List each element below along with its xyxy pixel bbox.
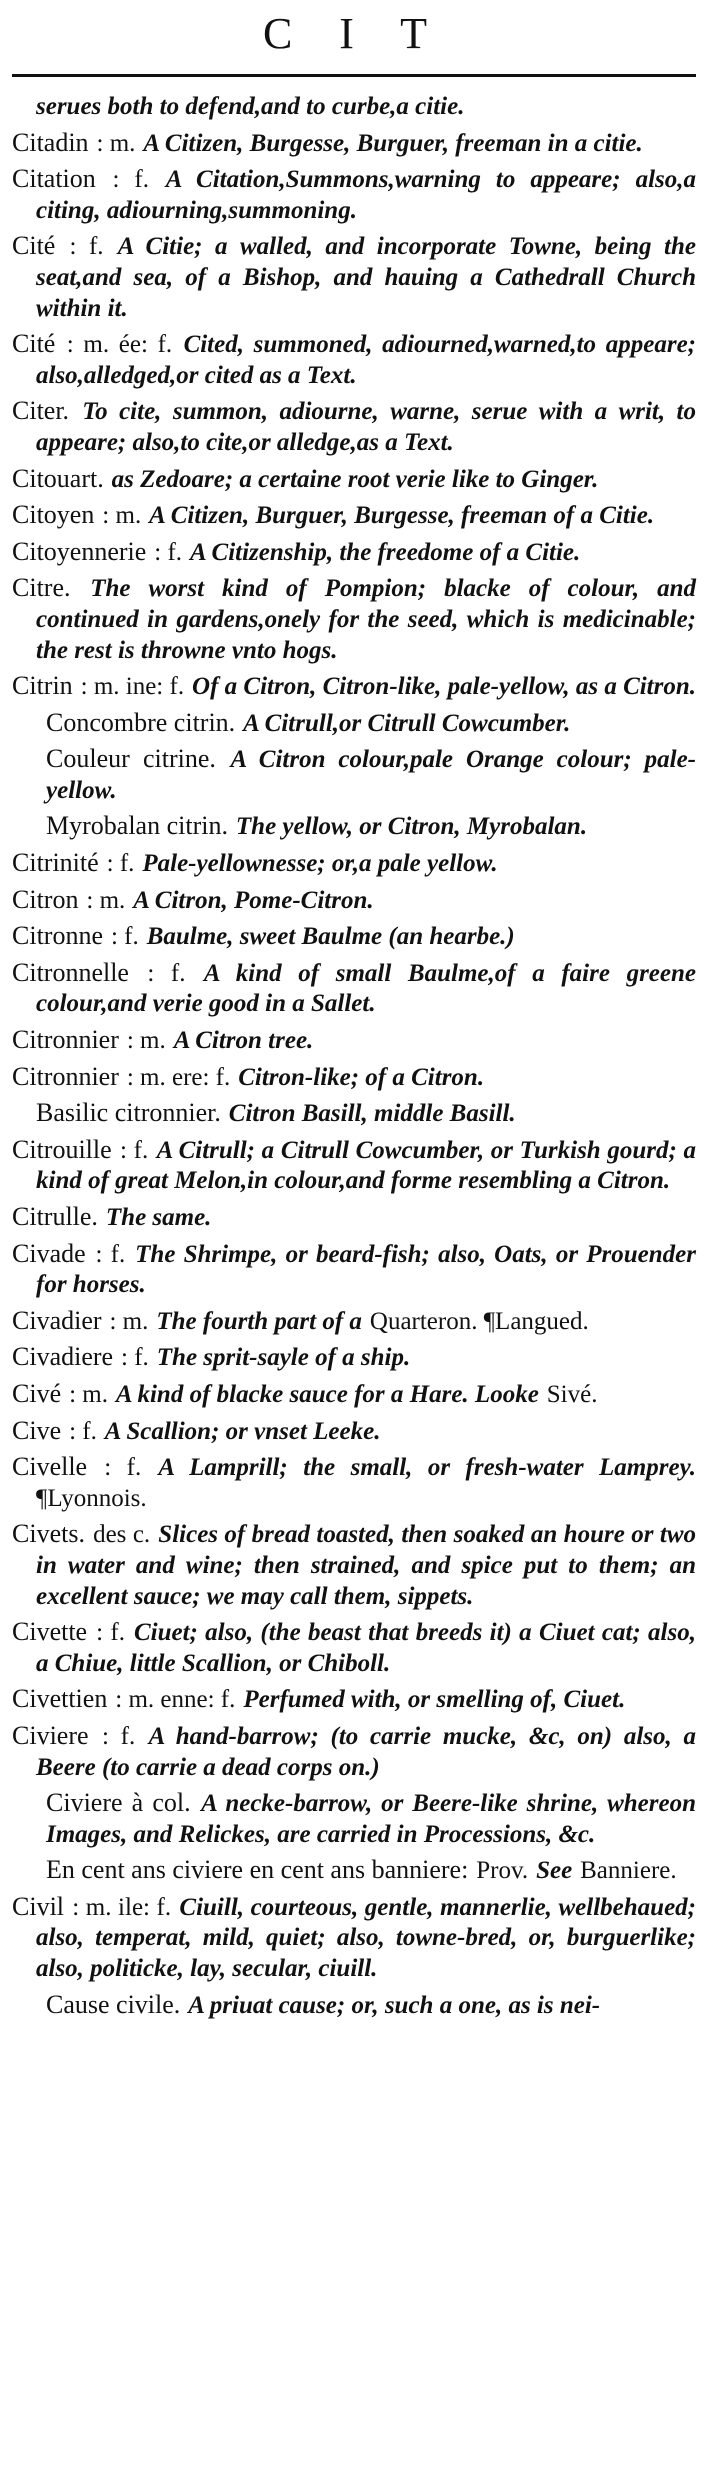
definition: A Citron, Pome-Citron. <box>133 886 374 914</box>
dictionary-entry <box>12 231 696 323</box>
grammar-label: : f. <box>69 1417 97 1445</box>
headword: Citron <box>12 884 79 914</box>
headword: Cité <box>12 231 56 261</box>
dictionary-entry <box>12 573 696 665</box>
dictionary-entry <box>12 464 696 495</box>
headword: Citer. <box>12 396 70 426</box>
dictionary-entry <box>12 537 696 568</box>
dictionary-entry <box>12 1342 696 1373</box>
headword: Civé <box>12 1378 62 1408</box>
headword: Citrulle. <box>12 1202 98 1231</box>
grammar-label: : m. <box>126 1027 166 1055</box>
definition: The worst kind of Pompion; blacke of colour, and continued in gardens,onely for the seed, which is medicinable; the rest is throwne vnto hogs. <box>36 575 696 664</box>
dictionary-entry <box>12 128 696 159</box>
headword: Cause civile. <box>46 1989 181 2019</box>
definition: A Scallion; or vnset Leeke. <box>104 1417 381 1445</box>
definition: A Citron colour,pale Orange colour; pale-yellow. <box>46 746 696 804</box>
definition: Baulme, sweet Baulme (an hearbe.) <box>146 923 515 951</box>
headword: Civadier <box>12 1305 102 1335</box>
dictionary-entry <box>12 1721 696 1782</box>
headword: Citre. <box>12 573 71 603</box>
roman-tail: ¶Lyonnois. <box>36 1484 147 1512</box>
definition: A Citron tree. <box>173 1027 314 1055</box>
definition: A kind of blacke sauce for a Hare. Looke <box>115 1380 539 1408</box>
dictionary-entry <box>12 1379 696 1410</box>
dictionary-entry <box>12 1202 696 1233</box>
dictionary-entry <box>12 1617 696 1678</box>
definition: A Citrull,or Citrull Cowcumber. <box>243 709 571 737</box>
headword: Citadin <box>12 127 89 157</box>
dictionary-entry <box>12 1684 696 1715</box>
definition: See <box>536 1857 573 1885</box>
dictionary-entry <box>12 329 696 390</box>
definition: A priuat cause; or, such a one, as is nei- <box>188 1991 601 2019</box>
definition: Citron Basill, middle Basill. <box>228 1100 516 1128</box>
headword: Civil <box>12 1891 65 1921</box>
dictionary-entry <box>12 1135 696 1196</box>
definition: The Shrimpe, or beard-fish; also, Oats, or Prouender for horses. <box>36 1240 696 1299</box>
grammar-label: : m. ine: f. <box>80 673 185 701</box>
grammar-label: : m. <box>86 886 126 914</box>
roman-tail: Quarteron. ¶Langued. <box>369 1307 589 1335</box>
dictionary-entry <box>12 1416 696 1447</box>
definition: A Lamprill; the small, or fresh-water Lamprey. <box>158 1454 696 1482</box>
dictionary-entry <box>12 396 696 457</box>
definition: A necke-barrow, or Beere-like shrine, whereon Images, and Relickes, are carried in Processions, &c. <box>46 1790 696 1848</box>
headword: Citouart. <box>12 463 104 493</box>
grammar-label: : f. <box>110 923 139 951</box>
definition: A Citizenship, the freedome of a Citie. <box>189 538 581 566</box>
dictionary-entry <box>12 1788 696 1849</box>
headword: Cité <box>12 329 56 359</box>
definition: The same. <box>105 1204 212 1231</box>
definition: Citron-like; of a Citron. <box>238 1063 485 1091</box>
definition: Of a Citron, Citron-like, pale-yellow, as a Citron. <box>192 673 697 701</box>
header-rule <box>12 74 696 77</box>
definition: Cited, summoned, adiourned,warned,to appeare; also,alledged,or cited as a Text. <box>36 331 696 389</box>
definition: Ciuet; also, (the beast that breeds it) a Ciuet cat; also, a Chiue, little Scallion, or Chiboll. <box>36 1619 696 1677</box>
definition: Perfumed with, or smelling of, Ciuet. <box>243 1686 626 1714</box>
roman-tail: Banniere. <box>580 1857 677 1885</box>
headword: Citronne <box>12 921 103 951</box>
entry-list <box>12 91 696 2020</box>
headword: Cive <box>12 1415 62 1445</box>
grammar-label: : f. <box>69 233 104 261</box>
headword: Citoyen <box>12 500 95 530</box>
roman-tail: Sivé. <box>546 1380 598 1408</box>
definition: serues both to defend,and to curbe,a citie. <box>36 93 465 120</box>
definition: A kind of small Baulme,of a faire greene colour,and verie good in a Sallet. <box>36 959 697 1018</box>
dictionary-entry <box>12 958 696 1019</box>
dictionary-entry <box>12 1025 696 1056</box>
definition: A hand-barrow; (to carrie mucke, &c, on) also, a Beere (to carrie a dead corps on.) <box>36 1722 697 1781</box>
headword: Citronnier <box>12 1061 119 1091</box>
grammar-label: des c. <box>93 1521 151 1549</box>
grammar-label: : f. <box>95 1240 126 1268</box>
definition: A Citrull; a Citrull Cowcumber, or Turkish gourd; a kind of great Melon,in colour,and forme resembling a Citron. <box>36 1136 697 1195</box>
grammar-label: : f. <box>147 959 186 987</box>
grammar-label: : f. <box>104 1454 142 1482</box>
definition: The yellow, or Citron, Myrobalan. <box>235 813 588 841</box>
dictionary-entry <box>12 921 696 952</box>
headword: Civettien <box>12 1684 108 1714</box>
headword: Concombre citrin. <box>46 707 236 737</box>
dictionary-entry <box>12 500 696 531</box>
grammar-label: : f. <box>120 1136 149 1164</box>
grammar-label: : f. <box>121 1344 149 1372</box>
dictionary-entry <box>12 1306 696 1337</box>
headword: Citronnier <box>12 1025 119 1055</box>
dictionary-entry <box>12 1239 696 1300</box>
headword: Myrobalan citrin. <box>46 811 228 841</box>
headword: Couleur citrine. <box>46 744 216 774</box>
definition: To cite, summon, adiourne, warne, serue with a writ, to appeare; also,to cite,or alledge,as a Text. <box>36 398 696 456</box>
headword: Citrinité <box>12 848 99 878</box>
dictionary-entry <box>12 1098 696 1129</box>
page-title: C I T <box>262 9 446 58</box>
dictionary-entry <box>12 1990 696 2021</box>
headword: Civets. <box>12 1519 85 1549</box>
dictionary-entry <box>12 744 696 805</box>
grammar-label: : f. <box>154 538 183 566</box>
headword: Civelle <box>12 1452 88 1482</box>
grammar-label: : m. ile: f. <box>72 1893 172 1921</box>
headword: Citrin <box>12 671 73 701</box>
dictionary-entry <box>12 164 696 225</box>
headword: En cent ans civiere en cent ans banniere: <box>46 1855 469 1885</box>
grammar-label: : f. <box>101 1722 136 1750</box>
definition: The sprit-sayle of a ship. <box>156 1344 411 1372</box>
definition: Ciuill, courteous, gentle, mannerlie, wellbehaued; also, temperat, mild, quiet; also, towne-bred, or, burguerlike; also, politicke, lay, secular, ciuill. <box>36 1893 696 1983</box>
dictionary-entry <box>12 671 696 702</box>
headword: Civette <box>12 1617 88 1647</box>
dictionary-entry <box>12 1062 696 1093</box>
dictionary-entry <box>12 1452 696 1513</box>
grammar-label: : m. <box>102 502 142 530</box>
dictionary-entry <box>12 885 696 916</box>
grammar-label: : f. <box>106 850 135 878</box>
headword: Citoyennerie <box>12 536 147 566</box>
headword: Citronnelle <box>12 957 129 987</box>
dictionary-entry <box>12 1855 696 1886</box>
grammar-label: : m. enne: f. <box>115 1686 236 1714</box>
dictionary-entry <box>12 91 696 122</box>
definition: A Citizen, Burguer, Burgesse, freeman of a Citie. <box>149 502 655 530</box>
definition: Pale-yellownesse; or,a pale yellow. <box>142 850 498 878</box>
definition: The fourth part of a <box>156 1307 362 1335</box>
headword: Civiere à col. <box>46 1788 191 1818</box>
definition: A Citizen, Burgesse, Burguer, freeman in a citie. <box>143 129 643 157</box>
dictionary-entry <box>12 1519 696 1611</box>
grammar-label: : m. <box>109 1307 149 1335</box>
headword: Civadiere <box>12 1342 114 1372</box>
definition: as Zedoare; a certaine root verie like to Ginger. <box>111 465 599 493</box>
definition: A Citie; a walled, and incorporate Towne, being the seat,and sea, of a Bishop, and hauing a Cathedrall Church within it. <box>36 233 696 322</box>
headword: Basilic citronnier. <box>36 1098 221 1128</box>
definition: Slices of bread toasted, then soaked an houre or two in water and wine; then strained, and spice put to them; an excellent sauce; we may call them, sippets. <box>36 1521 696 1610</box>
grammar-label: : m. ée: f. <box>66 331 173 359</box>
dictionary-entry <box>12 1892 696 1984</box>
dictionary-entry <box>12 811 696 842</box>
grammar-label: : m. ere: f. <box>126 1063 231 1091</box>
dictionary-entry <box>12 848 696 879</box>
dictionary-entry <box>12 708 696 739</box>
headword: Citation <box>12 164 96 194</box>
headword: Citrouille <box>12 1134 112 1164</box>
grammar-label: : m. <box>96 129 136 157</box>
grammar-label: : m. <box>69 1380 108 1408</box>
grammar-label: : f. <box>112 166 150 194</box>
headword: Civade <box>12 1238 86 1268</box>
definition: A Citation,Summons,warning to appeare; also,a citing, adiourning,summoning. <box>36 166 696 224</box>
grammar-label: : f. <box>96 1619 125 1647</box>
headword: Civiere <box>12 1720 89 1750</box>
grammar-label: Prov. <box>476 1857 529 1885</box>
